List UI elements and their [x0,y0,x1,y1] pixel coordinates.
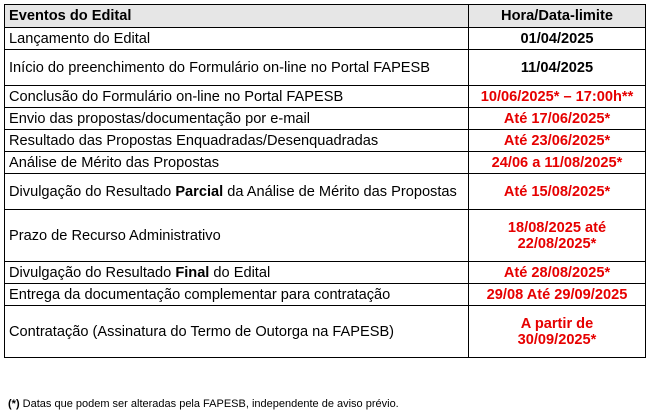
date-line: 22/08/2025* [517,235,597,252]
date-cell: 29/08 Até 29/09/2025 [469,284,646,306]
event-cell: Lançamento do Edital [5,28,469,50]
event-cell: Envio das propostas/documentação por e-mail [5,108,469,130]
event-text: da Análise de Mérito das Propostas [223,183,457,200]
event-cell [5,262,469,284]
table-row [5,28,646,50]
events-table [4,4,646,358]
event-cell: Análise de Mérito das Propostas [5,152,469,174]
event-cell: Resultado das Propostas Enquadradas/Desenquadradas [5,130,469,152]
event-cell: Contratação (Assinatura do Termo de Outorga na FAPESB) [5,306,469,358]
header-events: Eventos do Edital [5,5,469,28]
event-cell: Conclusão do Formulário on-line no Portal FAPESB [5,86,469,108]
table-header-row [5,5,646,28]
date-cell [469,306,646,358]
table-row [5,50,646,86]
table-row [5,306,646,358]
date-cell: Até 17/06/2025* [469,108,646,130]
date-cell [469,210,646,262]
table-row [5,108,646,130]
date-cell: 24/06 a 11/08/2025* [469,152,646,174]
event-cell: Entrega da documentação complementar para contratação [5,284,469,306]
footnote-marker: (*) [8,398,20,410]
event-text: Divulgação do Resultado [9,183,176,200]
table-row [5,130,646,152]
header-deadline: Hora/Data-limite [469,5,646,28]
date-cell: Até 28/08/2025* [469,262,646,284]
date-line: 30/09/2025* [517,331,597,348]
table-row [5,86,646,108]
event-cell: Prazo de Recurso Administrativo [5,210,469,262]
event-text-bold: Final [175,264,210,281]
event-cell: Início do preenchimento do Formulário on-line no Portal FAPESB [5,50,469,86]
table-row [5,284,646,306]
event-text: Divulgação do Resultado [9,264,176,281]
date-cell: 10/06/2025* – 17:00h** [469,86,646,108]
footnote-text: Datas que podem ser alteradas pela FAPESB, independente de aviso prévio. [19,398,399,410]
table-row [5,210,646,262]
event-text: do Edital [209,264,271,281]
date-cell: 01/04/2025 [469,28,646,50]
date-line: 18/08/2025 até [507,219,607,236]
event-text-bold: Parcial [175,183,224,200]
date-cell: Até 23/06/2025* [469,130,646,152]
date-cell: Até 15/08/2025* [469,174,646,210]
event-cell [5,174,469,210]
date-line: A partir de [520,315,594,332]
footnote [8,398,399,410]
date-cell: 11/04/2025 [469,50,646,86]
table-row [5,174,646,210]
table-row [5,262,646,284]
table-row [5,152,646,174]
